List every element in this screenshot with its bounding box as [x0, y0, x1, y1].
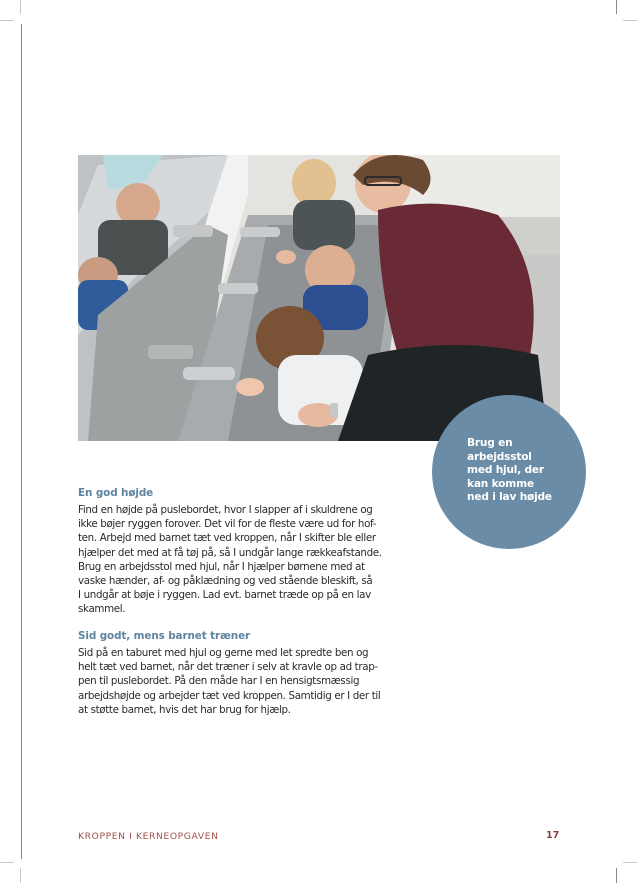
crop-mark: [623, 20, 637, 21]
crop-mark: [0, 20, 14, 21]
page-edge-line: [21, 24, 22, 859]
section-body-good-height: [78, 503, 423, 617]
callout-line: Brug en: [467, 437, 513, 449]
section-heading-good-height: En god højde: [78, 487, 154, 499]
crop-mark: [623, 862, 637, 863]
body-line: ikke bøjer ryggen forover. Det vil for de fleste være ud for hof-: [78, 518, 377, 531]
body-line: Sid på en taburet med hjul og gerne med let spredte ben og: [78, 647, 369, 659]
callout-line: med hjul, der: [467, 464, 544, 477]
section-body-sit-well: [78, 646, 423, 717]
running-title: KROPPEN I KERNEOPGAVEN: [78, 831, 219, 842]
body-line: Brug en arbejdsstol med hjul, når I hjælper børnene med at: [78, 560, 365, 573]
crop-mark: [616, 0, 617, 14]
body-line: ten. Arbejd med barnet tæt ved kroppen, når I skifter ble eller: [78, 532, 376, 545]
crop-mark: [0, 862, 14, 863]
crop-mark: [20, 868, 21, 883]
body-line: vaske hænder, af- og påklædning og ved stående bleskift, så: [78, 575, 373, 588]
body-line: pen til puslebordet. På den måde har I en hensigtsmæssig: [78, 675, 360, 688]
page-number: 17: [546, 830, 560, 841]
body-line: arbejdshøjde og arbejder tæt ved kroppen. Samtidig er I der til: [78, 689, 381, 702]
callout-text: [467, 437, 567, 505]
callout-line: arbejdsstol: [467, 450, 532, 463]
body-line: Find en højde på puslebordet, hvor I slapper af i skuldrene og: [78, 504, 373, 516]
body-line: hjælper det med at få tøj på, så I undgår lange rækkeafstande.: [78, 546, 382, 559]
callout-line: ned i lav højde: [467, 491, 552, 504]
body-line: at støtte barnet, hvis det har brug for hjælp.: [78, 703, 291, 716]
callout-line: kan komme: [467, 477, 534, 490]
body-line: helt tæt ved barnet, når det træner i selv at kravle op ad trap-: [78, 661, 378, 674]
section-heading-sit-well: Sid godt, mens barnet træner: [78, 630, 251, 642]
crop-mark: [616, 868, 617, 883]
crop-mark: [20, 0, 21, 14]
body-line: I undgår at bøje i ryggen. Lad evt. barnet træde op på en lav: [78, 589, 371, 602]
body-line: skammel.: [78, 603, 126, 616]
